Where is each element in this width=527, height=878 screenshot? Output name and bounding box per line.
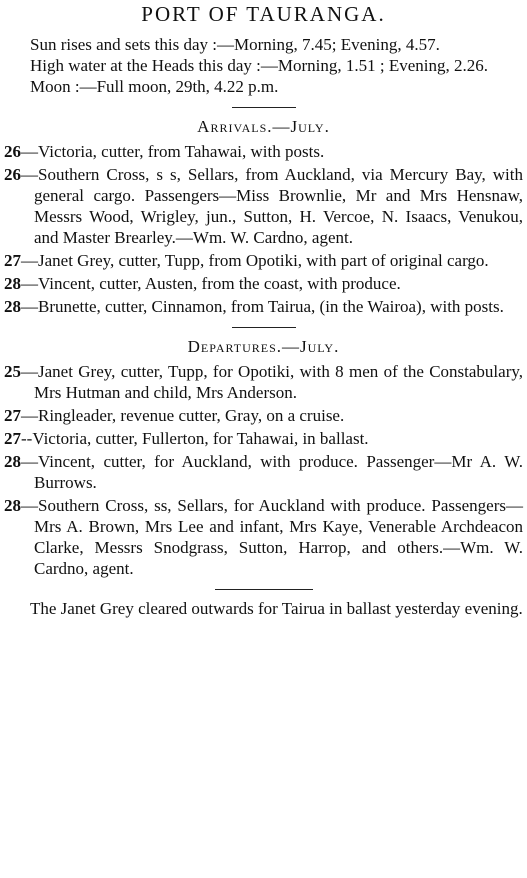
high-water-times: High water at the Heads this day :—Morning, 1.51 ; Evening, 2.26. [30,56,488,75]
entry-text: —Ringleader, revenue cutter, Gray, on a cruise. [21,406,345,425]
departure-entry [4,495,523,579]
arrival-entry [4,296,523,317]
arrival-entry [4,250,523,271]
column-title: PORT OF TAURANGA. [141,2,386,26]
entry-day: 27 [4,251,21,270]
entry-text: —Janet Grey, cutter, Tupp, for Opotiki, with 8 men of the Constabulary, Mrs Hutman and child, Mrs Anderson. [21,362,523,402]
arrival-entry [4,164,523,248]
departure-entry [4,451,523,493]
departures-heading: Departures.—July. [187,337,340,356]
entry-day: 25 [4,362,21,381]
entry-day: 27 [4,429,21,448]
arrivals-heading: Arrivals.—July. [197,117,330,136]
entry-day: 26 [4,142,21,161]
entry-day: 26 [4,165,21,184]
departure-entry [4,428,523,449]
arrivals-list [4,141,523,317]
sun-times: Sun rises and sets this day :—Morning, 7.45; Evening, 4.57. [30,35,440,54]
divider [232,327,296,328]
entry-day: 28 [4,274,21,293]
departure-entry [4,405,523,426]
entry-text: --Victoria, cutter, Fullerton, for Tahawai, in ballast. [21,429,369,448]
entry-text: —Southern Cross, s s, Sellars, from Auckland, via Mercury Bay, with general cargo. Passengers—Miss Brownlie, Mr and Mrs Hensnaw, Messrs Wood, Wrigley, jun., Sutton, H. Vercoe, N. Isaacs, Venukou, and Master Brearley.—Wm. W. Cardno, agent. [21,165,523,247]
arrival-entry [4,273,523,294]
divider [215,589,313,590]
departures-list [4,361,523,579]
entry-day: 27 [4,406,21,425]
entry-text: —Vincent, cutter, for Auckland, with produce. Passenger—Mr A. W. Burrows. [21,452,523,492]
clearance-note: The Janet Grey cleared outwards for Tairua in ballast yesterday evening. [30,599,523,618]
entry-text: —Brunette, cutter, Cinnamon, from Tairua, (in the Wairoa), with posts. [21,297,504,316]
entry-day: 28 [4,297,21,316]
entry-text: —Janet Grey, cutter, Tupp, from Opotiki, with part of original cargo. [21,251,489,270]
divider [232,107,296,108]
entry-text: —Victoria, cutter, from Tahawai, with posts. [21,142,325,161]
arrival-entry [4,141,523,162]
entry-day: 28 [4,452,21,471]
entry-text: —Southern Cross, ss, Sellars, for Auckland with produce. Passengers—Mrs A. Brown, Mrs Lee and infant, Mrs Kaye, Venerable Archdeacon Clarke, Messrs Snodgrass, Sutton, Harrop, and others.—Wm. W. Cardno, agent. [21,496,523,578]
entry-text: —Vincent, cutter, Austen, from the coast, with produce. [21,274,401,293]
moon-phase: Moon :—Full moon, 29th, 4.22 p.m. [30,77,279,96]
entry-day: 28 [4,496,21,515]
departure-entry [4,361,523,403]
